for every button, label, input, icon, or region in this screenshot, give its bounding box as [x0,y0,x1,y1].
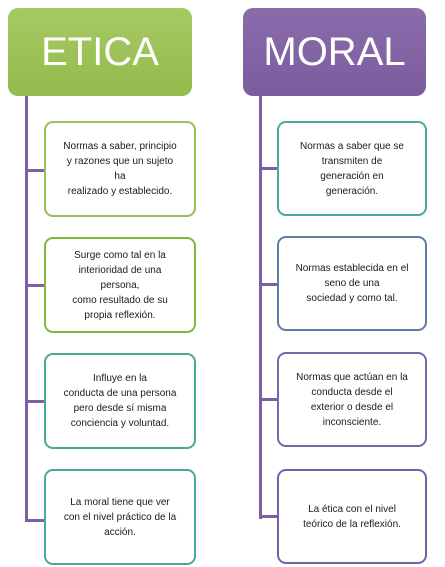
moral-card-3 [277,352,427,447]
etica-connector-branch-1 [25,169,46,172]
etica-card-4 [44,469,196,565]
moral-card-3-text: Normas que actúan en la conducta desde el exterior o desde el inconsciente. [296,371,408,428]
moral-card-2-text: Normas establecida en el seno de una sociedad y como tal. [295,263,409,304]
moral-card-1-text: Normas a saber que se transmiten de generación en generación. [300,140,404,197]
moral-title: MORAL [263,29,406,74]
etica-card-1-text: Normas a saber, principio y razones que un sujeto ha realizado y establecido. [63,141,177,197]
etica-card-2-text: Surge como tal en la interioridad de una persona, como resultado de su propia reflexión. [72,249,168,321]
etica-card-4-text: La moral tiene que ver con el nivel práctico de la acción. [63,496,177,538]
moral-card-4 [277,469,427,564]
etica-card-3-text: Influye en la conducta de una persona pero desde sí misma conciencia y voluntad. [63,373,177,429]
moral-card-4-text: La ética con el nivel teórico de la reflexión. [303,503,401,530]
moral-connector-stem [259,96,262,519]
moral-card-1 [277,121,427,216]
etica-connector-branch-4 [25,519,46,522]
etica-header [8,8,192,96]
etica-card-2 [44,237,196,333]
etica-card-1 [44,121,196,217]
etica-card-3 [44,353,196,449]
etica-connector-branch-2 [25,284,46,287]
moral-header [243,8,426,96]
moral-card-2 [277,236,427,331]
etica-connector-stem [25,96,28,522]
etica-connector-branch-3 [25,400,46,403]
etica-title: ETICA [41,29,159,74]
